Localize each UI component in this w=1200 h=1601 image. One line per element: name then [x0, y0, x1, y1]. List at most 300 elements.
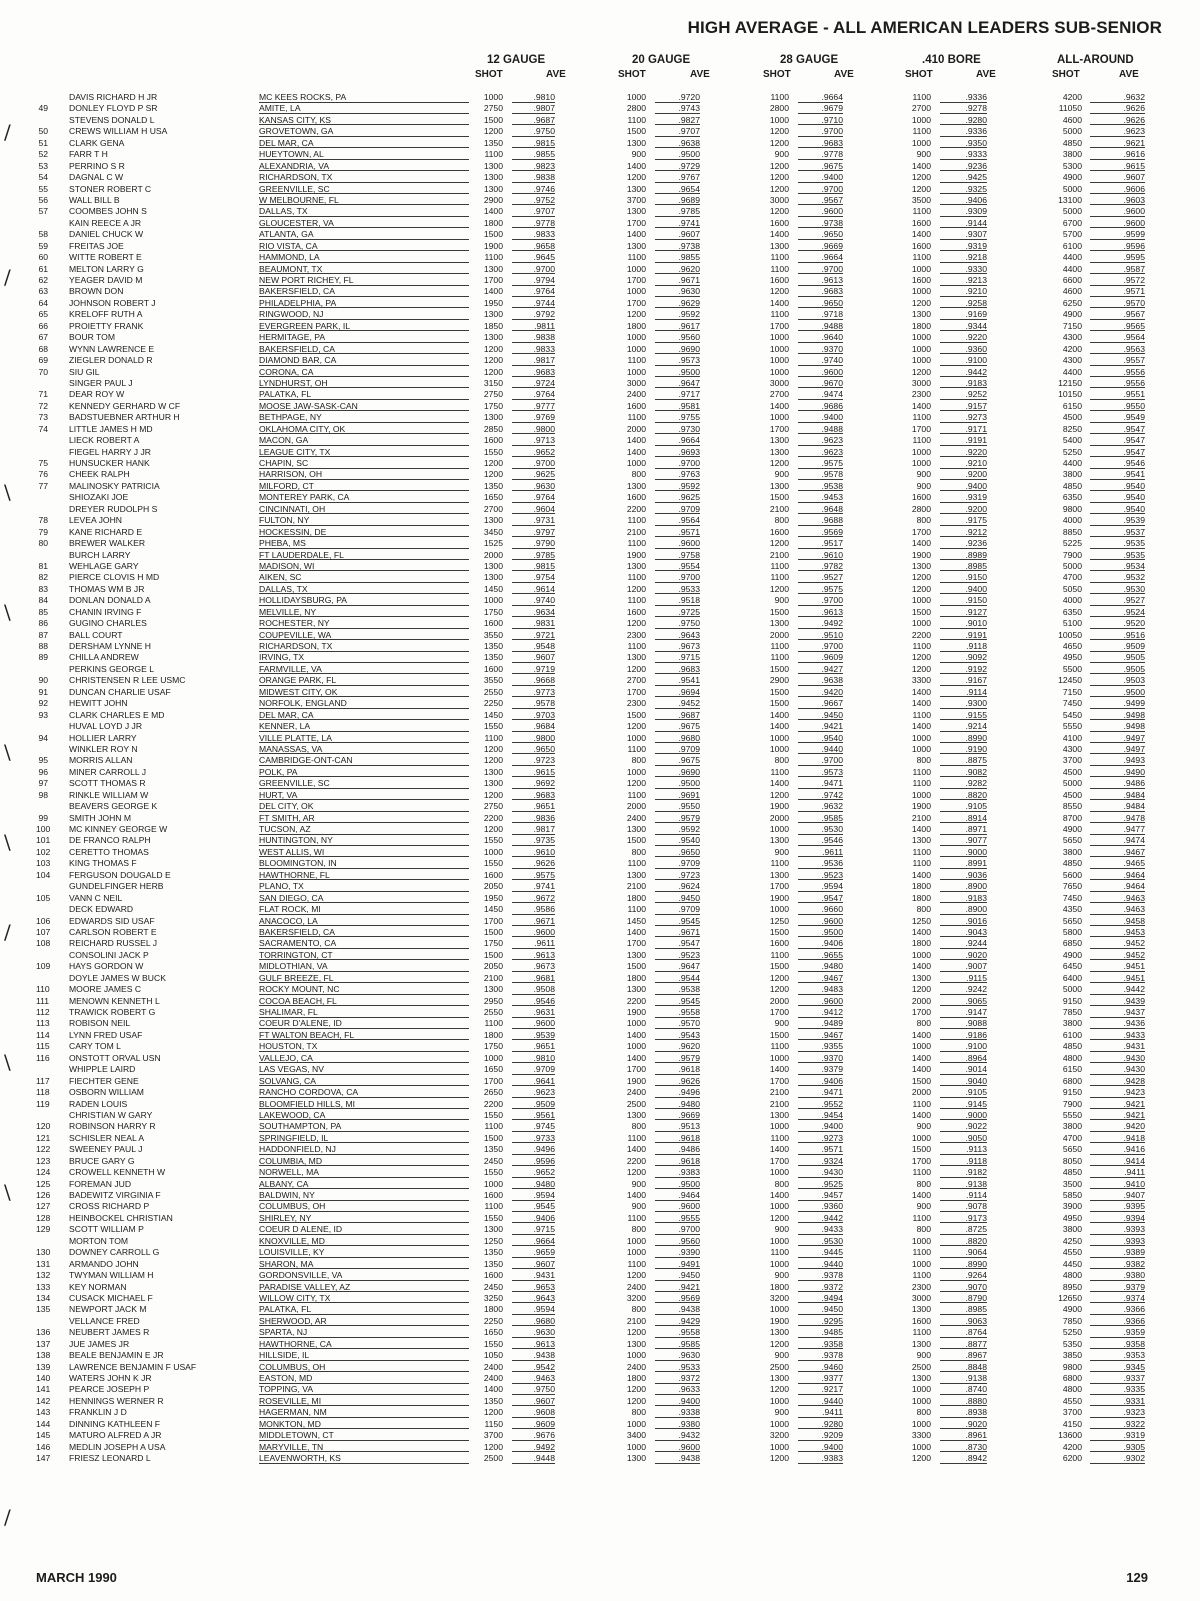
shot-12: 1000	[483, 1052, 503, 1063]
ave-410: .9300	[940, 698, 987, 709]
shot-410: 1300	[911, 1304, 931, 1315]
table-row	[0, 447, 1200, 458]
shot-28: 900	[774, 1350, 789, 1361]
table-row	[0, 687, 1200, 698]
shooter-name: BREWER WALKER	[69, 538, 146, 549]
shooter-name: KENNEDY GERHARD W CF	[69, 400, 181, 411]
shot-all: 9800	[1062, 503, 1082, 514]
shooter-name: DECK EDWARD	[69, 904, 134, 915]
shot-28: 1300	[769, 618, 789, 629]
shooter-name: LIECK ROBERT A	[69, 435, 140, 446]
ave-20: .9607	[655, 229, 700, 240]
shooter-name: MC KINNEY GEORGE W	[69, 824, 168, 834]
ave-28: .9611	[798, 847, 843, 858]
ave-28: .9471	[798, 778, 843, 789]
shot-20: 800	[631, 1121, 646, 1132]
ave-20: .9689	[655, 195, 700, 206]
shot-410: 2700	[911, 103, 931, 114]
rank: 143	[36, 1407, 51, 1418]
shot-20: 2200	[626, 503, 646, 514]
shooter-name: DINNING KATHLEEN F	[69, 1418, 161, 1429]
ave-410: .9191	[940, 630, 987, 641]
hometown: GROVETOWN, GA	[259, 126, 469, 137]
table-row	[0, 1270, 1200, 1281]
shot-28: 1200	[769, 583, 789, 594]
shot-28: 1400	[769, 778, 789, 789]
ave-20: .9767	[655, 172, 700, 183]
ave-12: .9719	[512, 664, 555, 675]
shot-12: 1050	[483, 1350, 503, 1361]
hometown: SHARON, MA	[259, 1259, 469, 1270]
ave-410: .9014	[940, 1064, 987, 1075]
shot-28: 1000	[769, 1441, 789, 1452]
shooter-name: MELTON LARRY G	[69, 263, 144, 274]
hometown: GREENVILLE, SC	[259, 184, 469, 195]
shot-28: 1000	[769, 1052, 789, 1063]
shot-28: 1300	[769, 240, 789, 251]
table-row	[0, 1201, 1200, 1212]
shot-all: 6100	[1062, 240, 1082, 251]
shot-28: 1400	[769, 1144, 789, 1155]
ave-12: .9692	[512, 778, 555, 789]
shooter-name: SCOTT WILLIAM P	[69, 1224, 144, 1235]
shot-410: 2300	[911, 1281, 931, 1292]
shot-12: 1500	[483, 114, 503, 125]
shot-28: 2000	[769, 812, 789, 823]
shot-28: 900	[774, 469, 789, 480]
shot-all: 3500	[1062, 1178, 1082, 1189]
ave-12: .9631	[512, 1007, 555, 1018]
table-row	[0, 321, 1200, 332]
shot-12: 1200	[483, 343, 503, 354]
ave-410: .9105	[940, 801, 987, 812]
ave-410: .9442	[940, 367, 987, 378]
shooter-name: LAWRENCE BENJAMIN F USAF	[69, 1361, 197, 1372]
shot-all: 4600	[1062, 286, 1082, 297]
hometown: BALDWIN, NY	[259, 1190, 469, 1201]
shot-410: 800	[916, 515, 931, 526]
ave-all: .9421	[1090, 1099, 1145, 1110]
rank: 98	[38, 789, 48, 800]
shot-410: 1400	[911, 400, 931, 411]
ave-all: .9524	[1090, 607, 1145, 618]
ave-410: .9064	[940, 1247, 987, 1258]
table-row	[0, 1384, 1200, 1395]
rank: 51	[38, 137, 48, 148]
shot-12: 1550	[483, 721, 503, 732]
ave-28: .9440	[798, 1396, 843, 1407]
shot-12: 1350	[483, 652, 503, 663]
table-row	[0, 389, 1200, 400]
ave-12: .9794	[512, 275, 555, 286]
table-row	[0, 938, 1200, 949]
hometown: FLAT ROCK, MI	[259, 904, 469, 915]
table-row	[0, 92, 1200, 103]
table-row	[0, 1041, 1200, 1052]
shot-12: 1100	[484, 1018, 503, 1029]
shot-20: 1100	[627, 1258, 646, 1269]
shot-28: 1100	[770, 560, 789, 571]
ave-410: .9175	[940, 515, 987, 526]
shot-12: 1600	[483, 435, 503, 446]
shot-20: 1000	[626, 286, 646, 297]
shot-20: 1400	[626, 446, 646, 457]
shot-all: 4400	[1062, 366, 1082, 377]
ave-410: .9333	[940, 149, 987, 160]
shot-20: 2000	[626, 801, 646, 812]
shot-28: 1800	[769, 1281, 789, 1292]
ave-20: .9452	[655, 698, 700, 709]
shot-all: 4400	[1062, 252, 1082, 263]
ave-410: .9169	[940, 309, 987, 320]
shot-12: 1350	[483, 1247, 503, 1258]
ave-all: .9540	[1090, 481, 1145, 492]
ave-all: .9458	[1090, 916, 1145, 927]
ave-12: .9561	[512, 1110, 555, 1121]
shot-all: 3800	[1062, 1018, 1082, 1029]
shot-all: 4900	[1062, 949, 1082, 960]
ave-12: .9614	[512, 584, 555, 595]
ave-28: .9683	[798, 138, 843, 149]
shot-12: 1300	[483, 263, 503, 274]
ave-28: .9569	[798, 527, 843, 538]
rank: 71	[38, 389, 48, 400]
table-row	[0, 1018, 1200, 1029]
shot-all: 3700	[1062, 755, 1082, 766]
shot-28: 2700	[769, 389, 789, 400]
ave-28: .9406	[798, 938, 843, 949]
page-number: 129	[1126, 1570, 1148, 1585]
ave-410: .9145	[940, 1099, 987, 1110]
ave-20: .9541	[655, 675, 700, 686]
rank: 137	[36, 1338, 51, 1349]
shot-12: 1200	[483, 469, 503, 480]
shot-20: 1300	[626, 652, 646, 663]
shot-410: 3300	[911, 675, 931, 686]
hometown: BLOOMFIELD HILLS, MI	[259, 1099, 469, 1110]
sub-ave-12: AVE	[546, 69, 566, 80]
shot-28: 1300	[769, 480, 789, 491]
shot-410: 900	[916, 480, 931, 491]
margin-tick-mark: /	[4, 265, 11, 289]
shot-28: 1400	[769, 229, 789, 240]
shot-all: 8250	[1062, 423, 1082, 434]
ave-410: .9092	[940, 652, 987, 663]
ave-12: .9545	[512, 1201, 555, 1212]
hometown: PARADISE VALLEY, AZ	[259, 1282, 469, 1293]
ave-12: .9539	[512, 1030, 555, 1041]
margin-tick-mark: \	[4, 830, 11, 854]
shot-12: 1950	[483, 297, 503, 308]
shot-410: 1200	[911, 366, 931, 377]
shot-20: 1300	[626, 869, 646, 880]
ave-28: .9600	[798, 367, 843, 378]
ave-all: .9452	[1090, 938, 1145, 949]
shooter-name: DOWNEY CARROLL G	[69, 1247, 160, 1258]
table-row	[0, 161, 1200, 172]
ave-28: .9217	[798, 1384, 843, 1395]
shot-12: 1100	[484, 1121, 503, 1132]
table-row	[0, 138, 1200, 149]
shot-28: 1200	[769, 286, 789, 297]
ave-28: .9494	[798, 1293, 843, 1304]
shot-12: 1300	[483, 984, 503, 995]
shot-20: 2300	[626, 629, 646, 640]
shot-410: 1800	[911, 320, 931, 331]
shot-20: 1400	[626, 229, 646, 240]
shot-20: 1000	[626, 343, 646, 354]
shot-all: 4200	[1062, 92, 1082, 102]
ave-410: .9173	[940, 1213, 987, 1224]
shot-410: 800	[916, 1178, 931, 1189]
shot-all: 4200	[1062, 1441, 1082, 1452]
shot-20: 1300	[626, 183, 646, 194]
shot-28: 1000	[769, 1121, 789, 1132]
shot-all: 6250	[1062, 297, 1082, 308]
shot-12: 1450	[483, 709, 503, 720]
shooter-name: HUNSUCKER HANK	[69, 458, 150, 468]
ave-20: .9618	[655, 1064, 700, 1075]
ave-410: .8938	[940, 1407, 987, 1418]
shot-410: 1000	[911, 732, 931, 743]
table-row	[0, 1316, 1200, 1327]
shot-28: 3200	[769, 1430, 789, 1441]
ave-410: .9282	[940, 778, 987, 789]
shot-410: 1200	[911, 572, 931, 583]
shot-410: 1100	[912, 641, 931, 651]
shot-all: 10150	[1058, 389, 1082, 400]
ave-all: .9551	[1090, 389, 1145, 400]
shooter-name: MORRIS ALLAN	[69, 755, 133, 766]
shot-12: 1600	[483, 1270, 503, 1281]
ave-28: .9372	[798, 1282, 843, 1293]
rank: 88	[38, 641, 48, 651]
rank: 65	[38, 309, 48, 320]
shooter-name: CHANIN IRVING F	[69, 606, 142, 617]
ave-20: .9571	[655, 527, 700, 538]
ave-all: .9439	[1090, 996, 1145, 1007]
hometown: HAWTHORNE, CA	[259, 1339, 469, 1350]
ave-28: .9460	[798, 1362, 843, 1373]
shot-12: 1300	[483, 560, 503, 571]
hometown: BETHPAGE, NY	[259, 412, 469, 423]
shooter-name: ROBISON NEIL	[69, 1018, 131, 1029]
table-row	[0, 1007, 1200, 1018]
ave-all: .9437	[1090, 1007, 1145, 1018]
ave-28: .9467	[798, 1030, 843, 1041]
ave-all: .9478	[1090, 813, 1145, 824]
shot-20: 1300	[626, 560, 646, 571]
rank: 82	[38, 572, 48, 583]
shot-410: 2000	[911, 1087, 931, 1098]
shooter-name: GUGINO CHARLES	[69, 618, 147, 629]
shot-20: 1700	[626, 1064, 646, 1075]
ave-20: .9709	[655, 858, 700, 869]
hometown: HARRISON, OH	[259, 469, 469, 480]
shooter-name: LEVEA JOHN	[69, 515, 123, 526]
ave-20: .9600	[655, 1201, 700, 1212]
shot-12: 1800	[483, 1304, 503, 1315]
ave-all: .9546	[1090, 458, 1145, 469]
ave-12: .9815	[512, 561, 555, 572]
ave-12: .9604	[512, 504, 555, 515]
shot-all: 8550	[1062, 801, 1082, 812]
shooter-name: PERRINO S R	[69, 160, 125, 171]
shot-12: 1300	[483, 1224, 503, 1235]
hometown: COUPEVILLE, WA	[259, 630, 469, 641]
table-row	[0, 870, 1200, 881]
ave-12: .9600	[512, 927, 555, 938]
rank: 69	[38, 355, 48, 366]
ave-all: .9607	[1090, 172, 1145, 183]
ave-all: .9337	[1090, 1373, 1145, 1384]
shot-12: 1200	[483, 126, 503, 137]
ave-20: .9671	[655, 927, 700, 938]
ave-28: .9474	[798, 389, 843, 400]
ave-all: .9410	[1090, 1179, 1145, 1190]
shot-28: 1500	[769, 492, 789, 503]
shot-28: 1600	[769, 275, 789, 285]
shooter-name: FRIESZ LEONARD L	[69, 1453, 151, 1464]
shot-all: 6100	[1062, 1029, 1082, 1040]
ave-20: .9700	[655, 572, 700, 583]
sub-shot-12: SHOT	[475, 69, 503, 80]
ave-410: .9406	[940, 195, 987, 206]
ave-20: .9643	[655, 630, 700, 641]
shot-410: 1000	[911, 949, 931, 960]
shot-410: 1000	[911, 1384, 931, 1395]
shot-410: 1600	[911, 240, 931, 251]
ave-all: .9530	[1090, 584, 1145, 595]
shot-12: 2500	[483, 1453, 503, 1464]
ave-410: .9138	[940, 1179, 987, 1190]
ave-20: .9600	[655, 1442, 700, 1453]
shot-12: 1300	[483, 172, 503, 183]
hometown: MC KEES ROCKS, PA	[259, 92, 469, 103]
shooter-name: WINKLER ROY N	[69, 743, 138, 754]
shot-20: 2700	[626, 675, 646, 686]
ave-12: .9406	[512, 1213, 555, 1224]
ave-12: .9855	[512, 149, 555, 160]
shot-28: 1200	[769, 538, 789, 549]
ave-20: .9690	[655, 767, 700, 778]
ave-410: .9200	[940, 469, 987, 480]
shooter-name: FOREMAN JUD	[69, 1178, 132, 1189]
shot-20: 1000	[626, 366, 646, 377]
hometown: DALLAS, TX	[259, 584, 469, 595]
shot-12: 3250	[483, 1292, 503, 1303]
rank: 107	[36, 926, 51, 937]
table-row	[0, 481, 1200, 492]
shot-12: 1500	[483, 949, 503, 960]
shot-20: 1200	[626, 583, 646, 594]
sub-ave-410: AVE	[976, 69, 996, 80]
sub-shot-all: SHOT	[1052, 69, 1080, 80]
shooter-name: HUVAL LOYD J JR	[69, 721, 143, 732]
ave-28: .9510	[798, 630, 843, 641]
shot-12: 1900	[483, 240, 503, 251]
hometown: MIDWEST CITY, OK	[259, 687, 469, 698]
ave-all: .9505	[1090, 664, 1145, 675]
shot-20: 1300	[626, 240, 646, 251]
ave-all: .9550	[1090, 401, 1145, 412]
shot-20: 1900	[626, 549, 646, 560]
ave-20: .9592	[655, 481, 700, 492]
ave-20: .9560	[655, 1236, 700, 1247]
ave-all: .9557	[1090, 355, 1145, 366]
ave-20: .9480	[655, 1099, 700, 1110]
ave-28: .9686	[798, 401, 843, 412]
shot-410: 1100	[912, 766, 931, 777]
ave-all: .9394	[1090, 1213, 1145, 1224]
table-row	[0, 1259, 1200, 1270]
shot-12: 1550	[483, 858, 503, 869]
shot-410: 1100	[912, 778, 931, 789]
ave-410: .9100	[940, 1041, 987, 1052]
shot-28: 1200	[769, 458, 789, 468]
shooter-name: DANIEL CHUCK W	[69, 229, 144, 240]
ave-410: .9077	[940, 835, 987, 846]
ave-all: .9323	[1090, 1407, 1145, 1418]
shot-410: 800	[916, 1224, 931, 1235]
shot-28: 3000	[769, 194, 789, 205]
table-row	[0, 149, 1200, 160]
ave-all: .9463	[1090, 904, 1145, 915]
shooter-name: FREITAS JOE	[69, 240, 124, 251]
ave-20: .9579	[655, 813, 700, 824]
shot-28: 1200	[769, 972, 789, 983]
shot-all: 7900	[1062, 549, 1082, 560]
ave-28: .9488	[798, 321, 843, 332]
shot-410: 1000	[911, 595, 931, 606]
shot-12: 2200	[483, 812, 503, 823]
table-row	[0, 504, 1200, 515]
ave-20: .9624	[655, 881, 700, 892]
ave-28: .9738	[798, 218, 843, 229]
shot-12: 3550	[483, 629, 503, 640]
ave-410: .9319	[940, 492, 987, 503]
table-row	[0, 1179, 1200, 1190]
ave-28: .9450	[798, 710, 843, 721]
shot-20: 1200	[626, 778, 646, 789]
rank: 92	[38, 698, 48, 709]
ave-all: .9467	[1090, 847, 1145, 858]
ave-28: .9485	[798, 1327, 843, 1338]
ave-all: .9416	[1090, 1144, 1145, 1155]
shot-all: 7150	[1062, 686, 1082, 697]
shot-12: 3550	[483, 675, 503, 686]
rank: 138	[36, 1350, 51, 1361]
shooter-name: DOYLE JAMES W BUCK	[69, 972, 166, 983]
shot-12: 1000	[483, 92, 503, 102]
table-row	[0, 904, 1200, 915]
ave-28: .9540	[798, 733, 843, 744]
shooter-name: SWEENEY PAUL J	[69, 1144, 143, 1155]
ave-410: .8730	[940, 1442, 987, 1453]
ave-12: .9651	[512, 1041, 555, 1052]
shot-28: 1400	[769, 709, 789, 720]
ave-410: .8790	[940, 1293, 987, 1304]
shot-20: 1000	[626, 332, 646, 343]
ave-all: .9603	[1090, 195, 1145, 206]
shot-20: 2200	[626, 1155, 646, 1166]
shot-20: 1400	[626, 1190, 646, 1200]
shooter-name: CROWELL KENNETH W	[69, 1167, 166, 1178]
ave-410: .9200	[940, 504, 987, 515]
ave-20: .9545	[655, 996, 700, 1007]
shooter-name: SMITH JOHN M	[69, 812, 132, 823]
rank: 105	[36, 892, 51, 903]
